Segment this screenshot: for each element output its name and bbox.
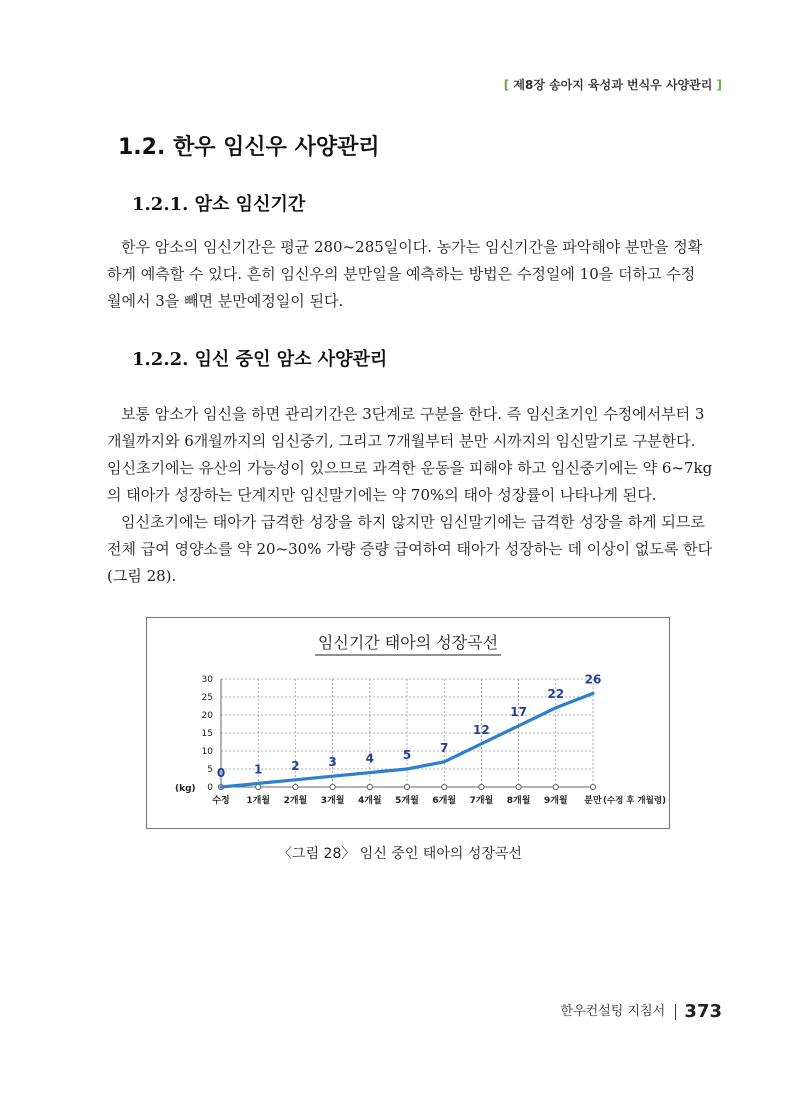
y-tick-label: 0 [207,783,213,793]
x-tick-label: 5개월 [395,796,419,806]
x-tick-marker [479,784,484,789]
x-tick-marker [330,784,335,789]
grid-layer [221,679,593,787]
data-label: 22 [547,686,565,701]
data-label: 4 [365,751,374,766]
footer-divider [675,1004,676,1020]
x-tick-label: 1개월 [246,796,271,806]
figure-caption: 〈그림 28〉 임신 중인 태아의 성장곡선 [278,846,522,862]
data-point [554,706,557,709]
x-tick-label: 8개월 [506,796,531,806]
running-header [504,76,722,93]
y-axis-unit-label: (kg) [175,784,196,794]
text-line: 보통 암소가 임신을 하면 관리기간은 3단계로 구분을 한다. 즉 임신초기인 수정에서부터 3 [121,405,705,423]
y-tick-label: 10 [201,747,213,757]
bracket-close: ] [716,78,722,92]
x-axis-unit-label: (수정 후 개월령) [603,796,666,806]
x-tick-marker [590,784,595,789]
label-layer [217,672,602,780]
data-point [517,724,520,727]
x-tick-label: 3개월 [320,796,345,806]
data-point [294,778,297,781]
x-tick-label: 2개월 [283,796,308,806]
x-tick-label: 6개월 [432,796,457,806]
subsection-title-gestation: 1.2.1. 암소 임신기간 [132,194,306,215]
data-label: 17 [510,704,527,719]
book-title: 한우컨설팅 지침서 [560,1004,666,1019]
y-tick-label: 15 [201,729,213,739]
x-tick-marker [293,784,298,789]
x-tick-label: 수정 [212,796,230,806]
data-label: 7 [440,740,449,755]
section-title: 1.2. 한우 임신우 사양관리 [118,135,380,160]
text-line: 한우 암소의 임신기간은 평균 280~285일이다. 농가는 임신기간을 파악해야 분만을 정확 [121,238,703,256]
data-label: 0 [216,766,226,780]
data-point [480,742,483,745]
data-label: 26 [584,672,602,687]
paragraph-management-2 [107,509,729,590]
x-tick-marker [516,784,521,789]
data-point [257,782,260,785]
text-line: 임신초기에는 태아가 급격한 성장을 하지 않지만 임신말기에는 급격한 성장을 하게 되므로 [121,513,705,531]
bracket-open: [ [503,78,510,92]
data-point [406,768,409,771]
text-line: 전체 급여 영양소를 약 20~30% 가량 증량 급여하여 태아가 성장하는 데 이상이 없도록 한다 [107,540,713,558]
x-tick-marker [367,784,372,789]
growth-curve-chart [147,618,669,828]
text-line: 임신초기에는 유산의 가능성이 있으므로 과격한 운동을 피해야 하고 임신중기에는 약 6~7kg [107,459,713,477]
y-tick-label: 30 [201,675,213,685]
data-point [331,775,334,778]
x-tick-marker [553,784,558,789]
paragraph-management-1 [107,401,729,509]
x-tick-marker [404,784,409,789]
figure-frame [146,617,670,829]
data-label: 5 [402,748,412,762]
y-tick-label: 5 [207,765,213,775]
text-line: 개월까지와 6개월까지의 임신중기, 그리고 7개월부터 분만 시까지의 임신말기로 구분한다. [107,432,696,450]
page-number: 373 [684,1001,722,1022]
text-line: 의 태아가 성장하는 단계지만 임신말기에는 약 70%의 태아 성장률이 나타나게 된다. [107,486,657,504]
data-label: 3 [328,755,337,770]
data-point [368,771,371,774]
chart-title: 임신기간 태아의 성장곡선 [317,633,499,652]
text-line: (그림 28). [107,567,177,585]
text-line: 월에서 3을 빼면 분만예정일이 된다. [107,292,344,310]
data-point [592,692,595,695]
data-point [220,786,223,789]
chapter-title: 제8장 송아지 육성과 번식우 사양관리 [513,78,713,92]
x-tick-marker [442,784,447,789]
paragraph-gestation [107,234,729,315]
data-point [443,760,446,763]
y-tick-label: 25 [201,693,213,703]
text-line: 하게 예측할 수 있다. 흔히 임신우의 분만일을 예측하는 방법은 수정일에 10을 더하고 수정 [107,265,696,283]
data-label: 1 [254,762,263,777]
page-footer [561,1000,722,1022]
data-label: 12 [473,722,490,737]
data-label: 2 [291,758,300,773]
y-tick-label: 20 [201,711,213,721]
x-tick-label: 분만 [584,796,602,806]
subsection-title-management: 1.2.2. 임신 중인 암소 사양관리 [132,349,388,370]
x-tick-label: 4개월 [357,796,382,806]
x-tick-label: 9개월 [543,796,568,806]
x-tick-label: 7개월 [469,796,494,806]
